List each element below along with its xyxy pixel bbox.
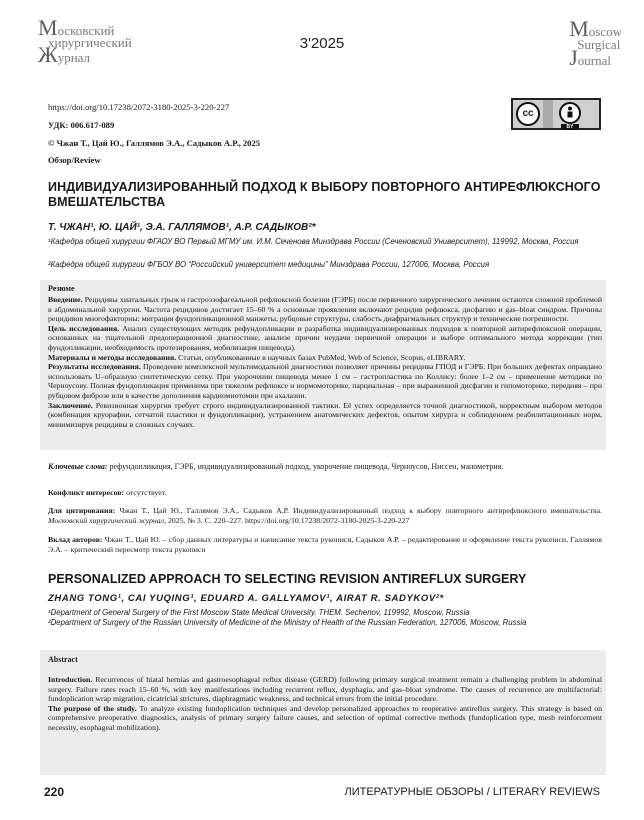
- cite-text-a: Чжан Т., Цай Ю., Галлямов Э.А., Садыков А.Р. Индивидуализированный подход к выбору повторного антирефлюксного вмешательства.: [115, 506, 602, 515]
- abstract-ru-heading: Резюме: [48, 284, 75, 293]
- keywords: [48, 462, 602, 471]
- aim-label: Цель исследования.: [48, 323, 120, 333]
- author-contributions: [48, 535, 602, 554]
- conflict-label: Конфликт интересов:: [48, 488, 125, 497]
- doi-link[interactable]: https://doi.org/10.17238/2072-3180-2025-3-220-227: [48, 102, 230, 112]
- affiliations-en: [48, 608, 608, 627]
- cc-by-icon[interactable]: [511, 98, 601, 130]
- authors-ru: Т. ЧЖАН¹, Ю. ЦАЙ¹, Э.А. ГАЛЛЯМОВ¹, А.Р. САДЫКОВ²*: [48, 222, 316, 233]
- intro-en-text: Recurrences of hiatal hernias and gastroesophageal reflux disease (GERD) following primary surgical treatment remain a challenging problem in abdominal surgery. Failure rates reach 15–60 %, with key manifestations including recurrent reflux, dysphagia, and gas–bloat syndrome. The causes of recurrence are multifactorial: fundoplication wrap migration, cicatricial strictures, diaphragmatic weakness, and technical errors from the initial procedure.: [48, 675, 602, 704]
- citation: [48, 506, 602, 525]
- abstract-ru-body: [48, 295, 602, 429]
- abstract-en-body: [48, 675, 602, 733]
- conclusion-label: Заключение.: [48, 400, 93, 410]
- keywords-text: рефундопликация, ГЭРБ, индивидуализированный подход, укорочение пищевода, Черноусов, Ниссен, манометрия.: [107, 462, 504, 471]
- logo-ru-line-2: хирургический: [48, 35, 132, 50]
- cc-icon: cc: [516, 102, 540, 126]
- copyright: © Чжан Т., Цай Ю., Галлямов Э.А., Садыков А.Р., 2025: [48, 138, 261, 148]
- logo-ru-line-1: Московский: [38, 15, 115, 40]
- conflict-of-interest: [48, 488, 602, 498]
- results-label: Результаты исследования.: [48, 362, 141, 372]
- affiliation-ru-1: ¹Кафедра общей хирургии ФГАОУ ВО Первый МГМУ им. И.М. Сеченова Минздрава России (Сеченовский Университет), 119992, Москва, Россия: [48, 237, 579, 246]
- journal-logo-en: [569, 16, 622, 70]
- cite-text-b: 2025. № 3. С. 220–227. https://doi.org/10.17238/2072-3180-2025-3-220-227: [166, 515, 410, 525]
- logo-ru-line-3: Журнал: [38, 42, 91, 67]
- section-title: ЛИТЕРАТУРНЫЕ ОБЗОРЫ / LITERARY REVIEWS: [344, 786, 600, 798]
- results-text: Проведение комплексной мультимодальной диагностики позволяет причины рецидива ГПОД и ГЭРБ. При больших дефектах оправдано использовать U–образную синтетическую сетку. При укорочении пищевода менее 1 см – гастропластика по Коллису: более 1–2 см – применение методики по Черноусову. Полная фундопликация применима при тяжелом рефлюксе и нормомоторике, парциальная – при выраженной дисфагии и гипомоторике, передняя – при рубцовом фиброзе или в качестве дополнения кардиомиотомии при ахалазии.: [48, 362, 602, 400]
- article-type: Обзор/Review: [48, 155, 101, 165]
- logo-en-line-3: Journal: [569, 45, 611, 70]
- methods-text: Статьи, опубликованные в научных базах PubMed, Web of Science, Scopus, eLIBRARY.: [176, 352, 466, 362]
- page-number: 220: [44, 785, 65, 799]
- license-divider: [543, 100, 553, 128]
- cite-label: Для цитирования:: [48, 506, 116, 515]
- conclusion-text: Ревизионная хирургия требует строго индивидуализированной тактики. Её успех определяется точной диагностикой, корректным выбором методов (комбинация круорафии, сетчатой пластики и фундопликации), устранением анатомических дефектов, опытом хирурга и соблюдением реабилитационных норм, минимизируя рецидивы в сложных случаях.: [48, 400, 602, 429]
- affiliation-ru-2: ²Кафедра общей хирургии ФГБОУ ВО “Российский университет медицины” Минздрава России, 127006, Москва, Россия: [48, 260, 490, 269]
- contrib-label: Вклад авторов:: [48, 535, 103, 544]
- conflict-text: отсутствует.: [124, 488, 167, 497]
- intro-label: Введение.: [48, 295, 83, 304]
- authors-en: ZHANG TONG¹, CAI YUQING¹, EDUARD A. GALLYAMOV¹, AIRAT R. SADYKOV²*: [48, 593, 444, 604]
- abstract-en-heading: Abstract: [48, 655, 78, 664]
- udk: УДК: 006.617-089: [48, 120, 115, 130]
- contrib-text: Чжан Т., Цай Ю. – сбор данных литературы и написание текста рукописи, Садыков А.Р. – редактирование и оформление текста рукописи, Галлямов Э.А. – критический пересмотр текста рукописи: [48, 535, 602, 554]
- article-title-en: PERSONALIZED APPROACH TO SELECTING REVISION ANTIREFLUX SURGERY: [48, 572, 527, 586]
- article-title-ru: ИНДИВИДУАЛИЗИРОВАННЫЙ ПОДХОД К ВЫБОРУ ПОВТОРНОГО АНТИРЕФЛЮКСНОГО ВМЕШАТЕЛЬСТВА: [48, 180, 601, 209]
- affiliation-en-1: ¹Department of General Surgery of the First Moscow State Medical University. THEM. Sechenov, 119992, Moscow, Russia: [48, 608, 470, 617]
- keywords-label: Ключевые слова:: [48, 462, 108, 471]
- intro-text: Рецидивы хиатальных грыж и гастроэзофагеальной рефлюксной болезни (ГЭРБ) после первичного хирургического лечения остаются сложной проблемой в абдоминальной хирургии. Частота рецидивов достигает 15–60 % а основные проявления включают рецидив рефлюкса, дисфагию и gas–bloat синдром. Причины рецидивов многофакторны: миграция фундопликационной манжеты, рубцовые структуры, слабость диафрагмальных структур и технические погрешности.: [48, 295, 602, 324]
- methods-label: Материалы и методы исследования.: [48, 352, 177, 362]
- issue-number: 3'2025: [299, 35, 345, 52]
- logo-en-line-2: Surgical: [577, 37, 621, 52]
- license-label: BY: [561, 124, 579, 130]
- aim-en-label: The purpose of the study.: [48, 703, 137, 713]
- cite-journal: Московский хирургический журнал,: [48, 515, 167, 525]
- affiliation-en-2: ²Department of Surgery of the Russian University of Medicine of the Ministry of Health of the Russian Federation, 127006, Moscow, Russia: [48, 617, 527, 627]
- aim-en-text: To analyze existing fundoplication techniques and develop personalized approaches to reoperative antireflux surgery. This strategy is based on comprehensive preoperative diagnostics, analysis of primary surgery failure causes, and selection of optimal corrective methods (fundoplication type, mesh reinforcement necessity, esophageal mobilization).: [48, 703, 602, 732]
- aim-text: Анализ существующих методик рефундопликации и разработка индивидуализированных подходов к повторной антирефлюксной операции, основанных на тщательной предоперационной диагностике, анализе причин неудачи первичной операции и выборе оптимального метода коррекции (тип фундопликации, необходимость протезирования, мобилизация пищевода).: [48, 323, 603, 352]
- logo-en-line-1: Moscow: [569, 16, 622, 41]
- intro-en-label: Introduction.: [48, 675, 93, 684]
- person-icon: [559, 102, 581, 124]
